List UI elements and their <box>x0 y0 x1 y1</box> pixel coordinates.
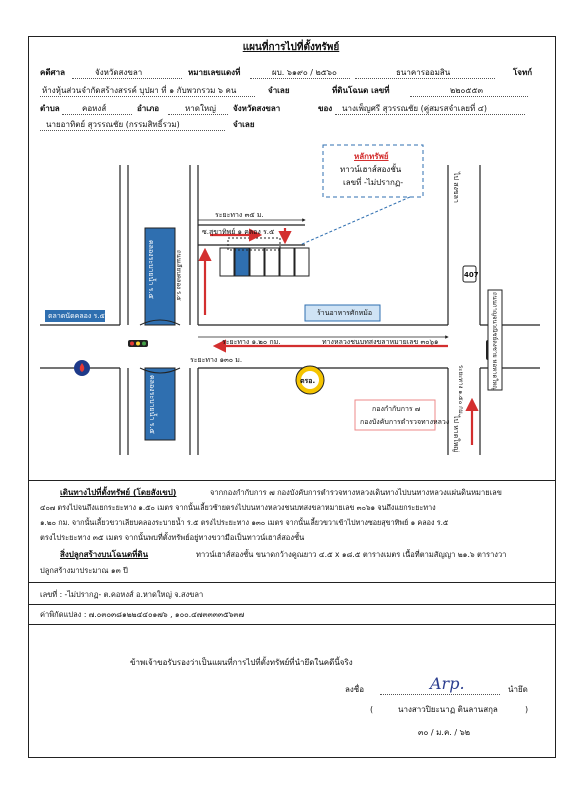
date: ๓๐ / ม.ค. / ๖๒ <box>418 728 470 737</box>
distance-35m: ระยะทาง ๓๕ ม. <box>215 211 264 219</box>
seizer-name: นางสาวปิยะนาฏ ตินลานสกุล <box>398 705 498 714</box>
district-label: อำเภอ <box>137 104 160 113</box>
court-value: จังหวัดสงขลา <box>95 68 143 77</box>
certification: ข้าพเจ้าขอรับรองว่าเป็นแผนที่การไปที่ตั้งทรัพย์ที่นำยึดในคดีนี้จริง <box>130 658 353 667</box>
case-value: ผบ. ๖๑๙๐ / ๒๕๖๐ <box>272 68 337 77</box>
to-songkhla-label: ไป สงขลา <box>452 172 460 203</box>
owner-value: นางเพ็ญศรี สุวรรณชัย (คู่สมรสจำเลยที่ ๔) <box>342 104 487 113</box>
seizer-label: นำยึด <box>508 685 528 694</box>
heir-label: จำเลย <box>233 120 255 129</box>
soi-label: ซ.สุขาทิพย์ ๑ คลอง ร.๕ <box>202 228 275 236</box>
canal-lower-label: คลองระบายน้ำ ร.๕ <box>148 375 156 434</box>
building-label: สิ่งปลูกสร้างบนโฉนดที่ดิน <box>60 550 149 559</box>
legend-title: หลักทรัพย์ <box>354 152 389 161</box>
police-line1: กองกำกับการ ๗ <box>372 405 421 413</box>
route-number: 407 <box>464 271 479 279</box>
distance-120km: ระยะทาง ๑.๒๐ กม. <box>222 338 281 346</box>
side-distance: ระยะทาง ๑.๕๐ กม. <box>457 365 464 416</box>
owner-label: ของ <box>318 104 333 113</box>
defendant-value: ห้างหุ้นส่วนจำกัดสร้างสรรค์ บุปผา ที่ ๑ กับพวกรวม ๖ คน <box>42 86 237 95</box>
route-line2: ๔๐๗ ตรงไปจนถึงแยกระยะทาง ๑.๕๐ เมตร จากนั้นเลี้ยวซ้ายตรงไปบนทางหลวงชนบทสงขลาหมายเลข ๓๐๖๑ จนถึงแยกระยะทาง <box>40 503 436 512</box>
distance-130m: ระยะทาง ๑๓๐ ม. <box>190 356 243 364</box>
route-label: เดินทางไปที่ตั้งทรัพย์ (โดยสังเขป) <box>60 488 177 497</box>
roads <box>40 165 540 455</box>
traffic-light-icon <box>128 340 148 347</box>
case-label: หมายเลขแดงที่ <box>188 68 241 77</box>
defendant-label: จำเลย <box>268 86 290 95</box>
legend-line2: เลขที่ -ไม่ปรากฏ- <box>343 178 404 187</box>
address: เลขที่ : -ไม่ปรากฏ- ต.คอหงส์ อ.หาดใหญ่ จ.สงขลา <box>40 590 204 599</box>
route-line1: จากกองกำกับการ ๗ กองบังคับการตำรวจทางหลวงเดินทางไปบนทางหลวงแผ่นดินหมายเลข <box>210 488 502 497</box>
legend-pointer <box>300 197 410 245</box>
district-value: หาดใหญ่ <box>185 104 216 113</box>
court-label: คดีศาล <box>40 68 66 77</box>
legend-line1: ทาวน์เฮาส์สองชั้น <box>340 165 402 174</box>
gas-station-icon <box>74 360 90 376</box>
restaurant-label: ร้านอาหารศักหม้อ <box>317 309 373 317</box>
page-title: แผนที่การไปที่ตั้งทรัพย์ <box>242 42 340 53</box>
canal-upper-label: คลองระบายน้ำ ร.๕ <box>147 240 155 299</box>
subdistrict-value: คอหงส์ <box>82 104 107 113</box>
right-road-label: ถนนกาญจนวณิชย์ลงชาย หอหาดใหญ่ <box>491 292 498 391</box>
canal-road-label: ถนนเลียบคลอง ร.๕ <box>175 250 182 301</box>
subdistrict-label: ตำบล <box>40 104 60 113</box>
signature: Arp. <box>430 674 465 693</box>
highway-name: ทางหลวงชนบทสงขลาหมายเลข ๓๐๖๑ <box>322 338 439 346</box>
building-line1: ทาวน์เฮาส์สองชั้น ขนาดกว้างคูณยาว ๔.๕ x ๑๘.๕ ตารางเมตร เนื้อที่ตามสัญญา ๒๑.๖ ตารางวา <box>196 550 507 559</box>
to-hatyai-label: ไป หาดใหญ่ <box>452 415 460 453</box>
building-line2: ปลูกสร้างมาประมาณ ๑๓ ปี <box>40 566 128 575</box>
plaintiff-value: ธนาคารออมสิน <box>396 68 451 77</box>
province-label: จังหวัดสงขลา <box>233 104 281 113</box>
market-label: ตลาดนัดคลอง ร.๕ <box>48 312 105 320</box>
route-line3: ๑.๒๐ กม. จากนั้นเลี้ยวขวาเลียบคลองระบายน้ำ ร.๕ ตรงไประยะทาง ๑๓๐ เมตร จากนั้นเลี้ยวขวาเข้าไปทางซอยสุขาทิพย์ ๑ คลอง ร.๕ <box>40 518 449 527</box>
police-badge-text: ตรอ. <box>300 377 316 385</box>
plaintiff-label: โจทก์ <box>513 68 533 77</box>
townhouse-row <box>220 248 309 276</box>
route-line4: ตรงไประยะทาง ๓๕ เมตร จากนั้นพบที่ตั้งทรัพย์อยู่ทางขวามือเป็นทาวน์เฮาส์สองชั้น <box>40 533 305 542</box>
police-line2: กองบังคับการตำรวจทางหลวง <box>360 418 450 426</box>
sign-label: ลงชื่อ <box>345 685 365 694</box>
deed-value: ๒๒๐๕๕๓ <box>450 86 484 95</box>
heir-value: นายอาทิตย์ สุวรรณชัย (กรรมสิทธิ์รวม) <box>46 120 180 129</box>
coordinates: ค่าพิกัดแปลง : ๗.๐๓๐๓๘๑๒๒๔๔๐๑๗๖ , ๑๐๐.๔๗๓๓๓๓๕๖๓๗ <box>40 610 245 619</box>
deed-label: ที่ดินโฉนด เลขที่ <box>332 86 390 95</box>
